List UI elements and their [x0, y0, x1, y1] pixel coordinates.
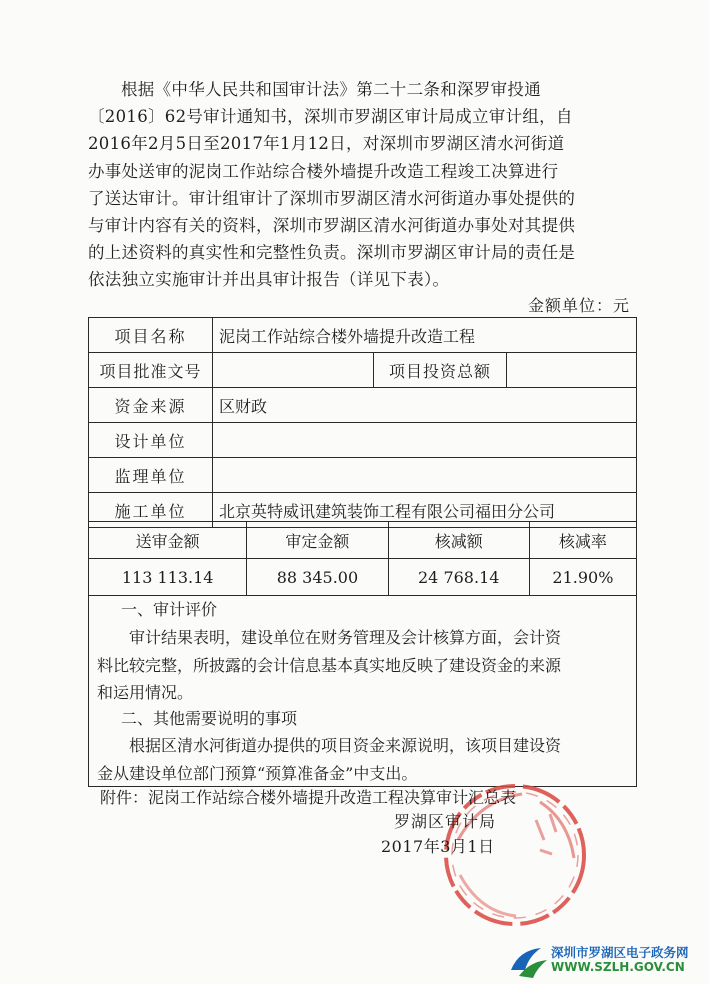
intro-line: 了送达审计。审计组审计了深圳市罗湖区清水河街道办事处提供的	[88, 188, 576, 208]
intro-line: 〔2016〕62号审计通知书，深圳市罗湖区审计局成立审计组，自	[88, 107, 573, 127]
approved-amount-header: 审定金额	[247, 522, 388, 559]
intro-line: 的上述资料的真实性和完整性负责。深圳市罗湖区审计局的责任是	[88, 243, 576, 263]
funding-source-value: 区财政	[213, 388, 637, 423]
funding-source-label: 资金来源	[89, 388, 213, 423]
submitted-amount-header: 送审金额	[89, 522, 247, 559]
evaluation-line: 料比较完整，所披露的会计信息基本真实地反映了建设资金的来源	[97, 655, 562, 675]
submitted-amount-value: 113 113.14	[89, 559, 247, 596]
approval-number-label: 项目批准文号	[89, 353, 213, 388]
intro-line: 根据《中华人民共和国审计法》第二十二条和深罗审投通	[121, 80, 541, 99]
table-header-row	[89, 522, 637, 559]
issue-date: 2017年3月1日	[381, 837, 495, 856]
site-logo-icon	[505, 940, 549, 980]
intro-line: 与审计内容有关的资料，深圳市罗湖区清水河街道办事处对其提供	[88, 216, 576, 236]
intro-line: 2016年2月5日至2017年1月12日，对深圳市罗湖区清水河街道	[88, 134, 565, 154]
construction-unit-value: 北京英特威讯建筑装饰工程有限公司福田分公司	[213, 493, 637, 528]
evaluation-heading: 一、审计评价	[121, 600, 218, 619]
audit-evaluation-box	[88, 591, 637, 787]
evaluation-line: 和运用情况。	[97, 683, 194, 702]
attachment-note: 附件：泥岗工作站综合楼外墙提升改造工程决算审计汇总表	[100, 788, 517, 807]
project-info-table	[88, 317, 637, 528]
reduction-rate-header: 核减率	[529, 522, 636, 559]
reduction-amount-value: 24 768.14	[388, 559, 529, 596]
approved-amount-value: 88 345.00	[247, 559, 388, 596]
table-row	[89, 388, 637, 423]
other-matters-text	[97, 732, 629, 787]
table-row	[89, 353, 637, 388]
table-row	[89, 559, 637, 596]
other-matters-line: 根据区清水河街道办提供的项目资金来源说明，该项目建设资	[97, 736, 562, 755]
approval-number-value	[213, 353, 374, 388]
other-matters-heading: 二、其他需要说明的事项	[121, 709, 298, 728]
table-row	[89, 318, 637, 353]
design-unit-value	[213, 423, 637, 458]
design-unit-label: 设计单位	[89, 423, 213, 458]
issuing-authority: 罗湖区审计局	[394, 812, 497, 831]
table-row	[89, 423, 637, 458]
project-name-label: 项目名称	[89, 318, 213, 353]
total-investment-value	[507, 353, 637, 388]
reduction-amount-header: 核减额	[388, 522, 529, 559]
audit-amount-table	[88, 521, 637, 596]
table-row	[89, 458, 637, 493]
intro-paragraph	[88, 76, 636, 294]
evaluation-text	[97, 624, 629, 707]
site-name: 深圳市罗湖区电子政务网	[551, 945, 689, 960]
project-name-value: 泥岗工作站综合楼外墙提升改造工程	[213, 318, 637, 353]
intro-line: 办事处送审的泥岗工作站综合楼外墙提升改造工程竣工决算进行	[88, 161, 559, 181]
amount-unit-label: 金额单位：元	[528, 296, 631, 315]
evaluation-line: 审计结果表明，建设单位在财务管理及会计核算方面，会计资	[97, 628, 562, 647]
reduction-rate-value: 21.90%	[529, 559, 636, 596]
total-investment-label: 项目投资总额	[374, 353, 507, 388]
site-url: WWW.SZLH.GOV.CN	[551, 960, 685, 974]
construction-unit-label: 施工单位	[89, 493, 213, 528]
supervision-unit-value	[213, 458, 637, 493]
supervision-unit-label: 监理单位	[89, 458, 213, 493]
intro-line: 依法独立实施审计并出具审计报告（详见下表）。	[88, 270, 450, 290]
other-matters-line: 金从建设单位部门预算“预算准备金”中支出。	[97, 763, 418, 783]
